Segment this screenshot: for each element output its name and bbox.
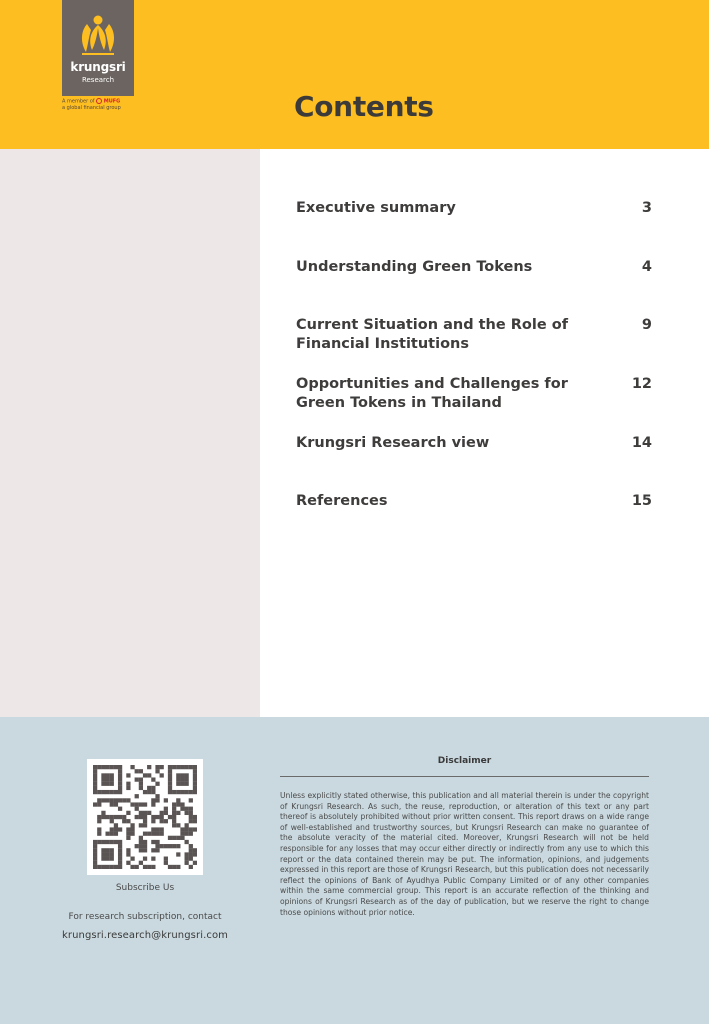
toc-item-page: 9 [641, 317, 652, 333]
subscribe-qr-code[interactable] [87, 759, 203, 875]
contact-label: For research subscription, contact [68, 912, 222, 922]
disclaimer-divider [280, 776, 649, 777]
disclaimer-title: Disclaimer [437, 756, 492, 766]
toc-item-page: 14 [631, 435, 652, 451]
toc-item-title: Executive summary [296, 200, 456, 216]
toc-item-page: 12 [631, 376, 652, 392]
toc-item-title: Opportunities and Challenges for Green Tokens in Thailand [296, 376, 568, 411]
mufg-label: MUFG [103, 98, 121, 105]
toc-item-title: Current Situation and the Role of Financial Institutions [296, 317, 569, 352]
toc-item-title: Krungsri Research view [296, 435, 490, 451]
disclaimer-text: Unless explicitly stated otherwise, this publication and all material therein is under the copyright of Krungsri Research. As such, the reuse, reproduction, or alteration of this text or any part thereof is absolutely prohibited without prior written consent. This report draws on a wide range of well-established and trustworthy sources, but Krungsri Research can make no guarantee of the absolute veracity of the material cited. Moreover, Krungsri Research will not be held responsible for any losses that may occur either directly or indirectly from any use to which this report or the data contained therein may be put. The information, opinions, and judgements expressed in this report are those of Krungsri Research, but this publication does not necessarily reflect the opinions of Bank of Ayudhya Public Company Limited or of any other companies within the same commercial group. This report is an accurate reflection of the thinking and opinions of Krungsri Research as of the day of publication, but we reserve the right to change those opinions without prior notice. [280, 791, 649, 917]
header-banner [0, 0, 709, 149]
toc-item-page: 3 [641, 200, 652, 216]
qr-code-icon [93, 765, 197, 869]
contact-email-link[interactable]: krungsri.research@krungsri.com [61, 930, 229, 941]
toc-item-title: Understanding Green Tokens [296, 259, 533, 275]
subscribe-label: Subscribe Us [115, 883, 175, 893]
member-group-tagline: a global financial group [62, 104, 121, 111]
member-tagline [62, 98, 121, 111]
brand-subtitle: Research [81, 76, 115, 84]
page-title: Contents [294, 90, 434, 123]
mufg-icon [96, 98, 102, 104]
side-panel [0, 149, 260, 717]
toc-item-page: 4 [641, 259, 652, 275]
krungsri-logo[interactable] [62, 0, 134, 96]
krungsri-emblem-icon [78, 14, 118, 56]
toc-item-page: 15 [631, 493, 652, 509]
member-prefix: A member of [62, 98, 95, 105]
toc-item-title: References [296, 493, 388, 509]
brand-name: krungsri [70, 60, 126, 74]
